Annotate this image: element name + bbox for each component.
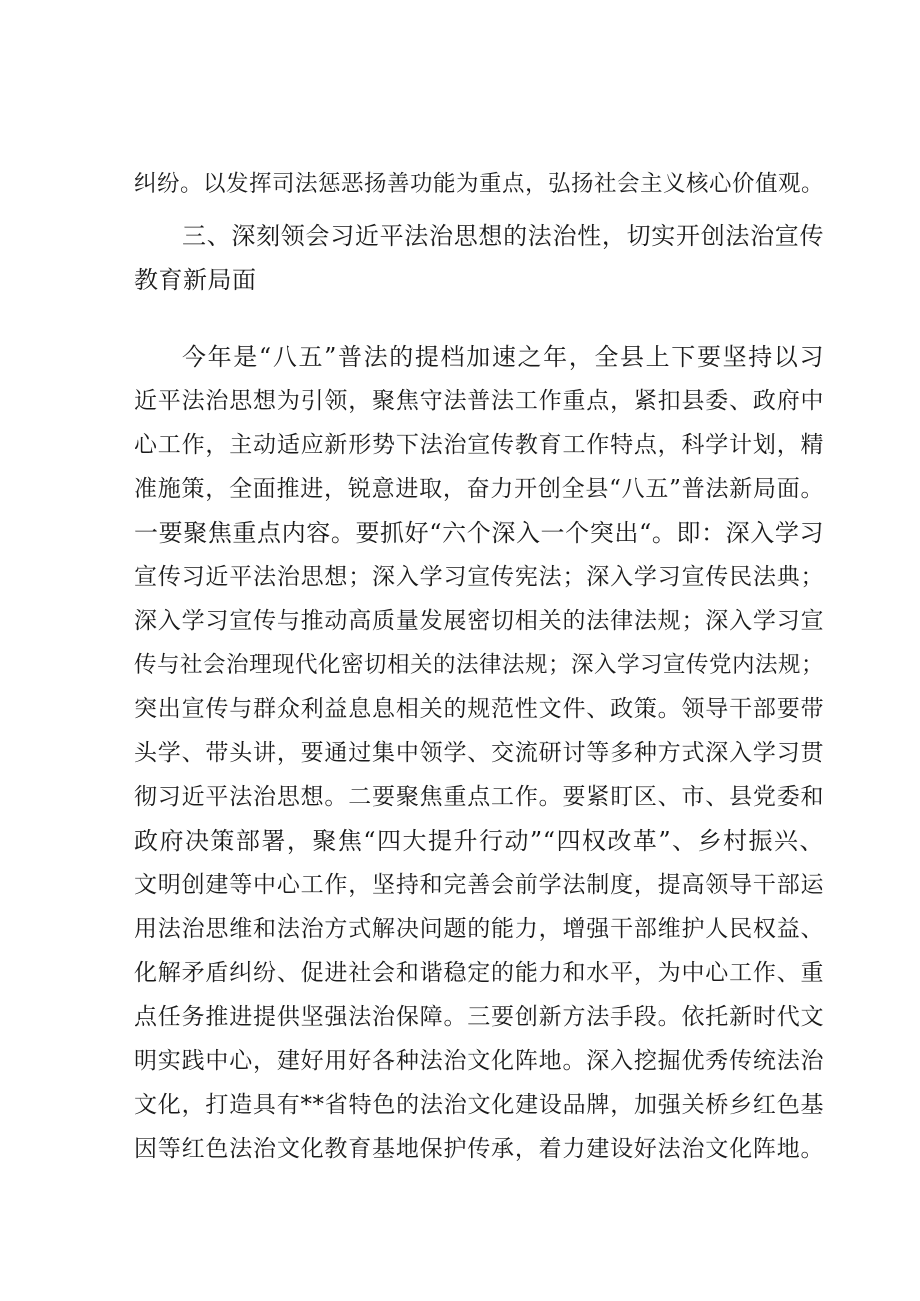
paragraph-line: 今年是“八五”普法的提档加速之年，全县上下要坚持以习	[182, 343, 824, 371]
paragraph-line: 一要聚焦重点内容。要抓好“六个深入一个突出“。即：深入学习	[134, 519, 824, 547]
paragraph-line: 文明创建等中心工作，坚持和完善会前学法制度，提高领导干部运	[134, 872, 824, 898]
paragraph-line: 彻习近平法治思想。二要聚焦重点工作。要紧盯区、市、县党委和	[134, 784, 824, 810]
paragraph-line: 心工作，主动适应新形势下法治宣传教育工作特点，科学计划，精	[134, 432, 824, 458]
section-heading-line: 三、深刻领会习近平法治思想的法治性，切实开创法治宣传	[182, 222, 824, 250]
paragraph-line: 近平法治思想为引领，聚焦守法普法工作重点，紧扣县委、政府中	[134, 388, 824, 414]
paragraph-line: 纠纷。以发挥司法惩恶扬善功能为重点，弘扬社会主义核心价值观。	[134, 171, 825, 197]
paragraph-line: 宣传习近平法治思想；深入学习宣传宪法；深入学习宣传民法典；	[134, 564, 824, 590]
paragraph-line: 突出宣传与群众利益息息相关的规范性文件、政策。领导干部要带	[134, 696, 824, 722]
paragraph-line: 头学、带头讲，要通过集中领学、交流研讨等多种方式深入学习贯	[134, 740, 824, 766]
section-heading-line: 教育新局面	[134, 266, 257, 294]
paragraph-line: 深入学习宣传与推动高质量发展密切相关的法律法规；深入学习宣	[134, 608, 824, 634]
paragraph-line: 政府决策部署，聚焦“四大提升行动”“四权改革”、乡村振兴、	[134, 827, 824, 855]
paragraph-line: 点任务推进提供坚强法治保障。三要创新方法手段。依托新时代文	[134, 1004, 824, 1030]
paragraph-line: 传与社会治理现代化密切相关的法律法规；深入学习宣传党内法规；	[134, 652, 825, 678]
paragraph-line: 用法治思维和法治方式解决问题的能力，增强干部维护人民权益、	[134, 916, 824, 942]
paragraph-line: 因等红色法治文化教育基地保护传承，着力建设好法治文化阵地。	[134, 1136, 824, 1162]
paragraph-line: 准施策，全面推进，锐意进取，奋力开创全县“八五”普法新局面。	[134, 476, 824, 502]
paragraph-line: 文化，打造具有**省特色的法治文化建设品牌，加强关桥乡红色基	[134, 1092, 824, 1118]
paragraph-line: 明实践中心，建好用好各种法治文化阵地。深入挖掘优秀传统法治	[134, 1048, 824, 1074]
paragraph-line: 化解矛盾纠纷、促进社会和谐稳定的能力和水平，为中心工作、重	[134, 960, 824, 986]
